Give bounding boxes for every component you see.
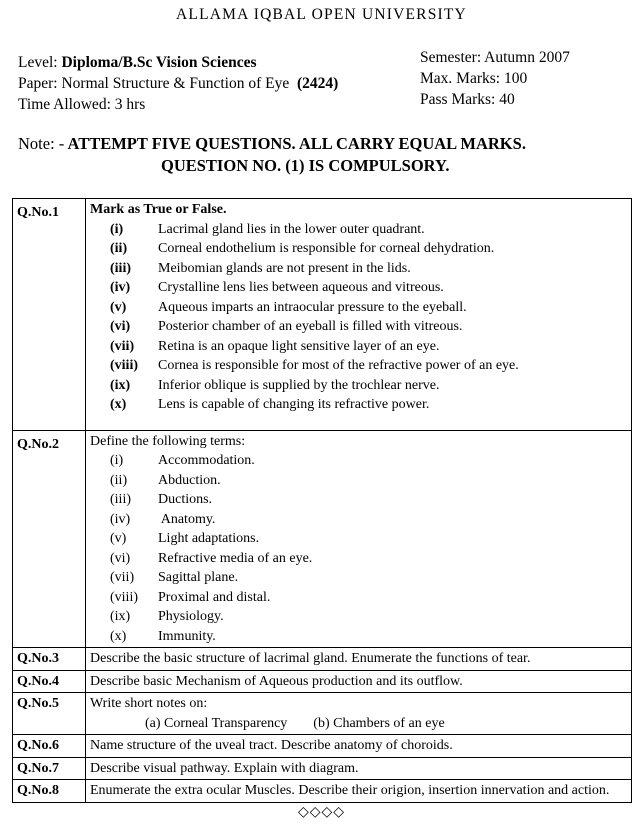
list-item: (ix) Inferior oblique is supplied by the trochlear nerve. [110, 377, 440, 393]
list-item: (ii) Abduction. [110, 472, 221, 488]
list-item: (vii) Retina is an opaque light sensitive layer of an eye. [110, 338, 440, 354]
list-item: (v) Light adaptations. [110, 531, 260, 546]
question-row-7 [13, 757, 632, 780]
list-item: (iii) Ductions. [110, 492, 213, 507]
paper-code: (2424) [296, 75, 339, 92]
question-number: Q.No.7 [13, 757, 86, 780]
instructions-note [18, 133, 526, 177]
question-text: Enumerate the extra ocular Muscles. Describe their origion, insertion innervation and action. [86, 780, 632, 803]
exam-header-left [18, 52, 338, 115]
question-row-6 [13, 735, 632, 758]
question-number: Q.No.6 [13, 735, 86, 758]
question-number: Q.No.8 [13, 780, 86, 803]
level-line [18, 52, 338, 73]
list-item: (x) Immunity. [110, 628, 216, 644]
end-marker: ◇◇◇◇ [297, 805, 346, 820]
question-row-1 [13, 199, 632, 431]
list-item: (i) Accommodation. [110, 453, 255, 468]
note-line-1: ATTEMPT FIVE QUESTIONS. ALL CARRY EQUAL MARKS. [67, 134, 526, 153]
question-title: Mark as True or False. [90, 202, 227, 217]
list-item: (iv) Anatomy. [110, 511, 216, 527]
paper-label: Paper: [18, 75, 58, 92]
list-item: (vi) Refractive media of an eye. [110, 550, 313, 566]
pass-marks: Pass Marks: 40 [420, 91, 515, 108]
paper-value: Normal Structure & Function of Eye [61, 75, 290, 92]
question-text: Describe basic Mechanism of Aqueous production and its outflow. [86, 670, 632, 693]
note-label: Note: - [18, 134, 65, 153]
max-marks: Max. Marks: 100 [420, 70, 528, 87]
question-number: Q.No.3 [13, 648, 86, 671]
question-row-2 [13, 430, 632, 648]
question-row-8 [13, 780, 632, 803]
list-item: (i) Lacrimal gland lies in the lower outer quadrant. [110, 221, 425, 237]
list-item: (vii) Sagittal plane. [110, 570, 239, 585]
level-value: Diploma/B.Sc Vision Sciences [61, 54, 257, 71]
questions-table [12, 198, 632, 803]
question-row-3 [13, 648, 632, 671]
question-row-5 [13, 693, 632, 735]
question-number: Q.No.4 [13, 670, 86, 693]
short-notes-options [90, 714, 627, 734]
list-item: (iv) Crystalline lens lies between aqueous and vitreous. [110, 280, 444, 295]
question-row-4 [13, 670, 632, 693]
question-body [86, 199, 632, 431]
question-body [86, 693, 632, 735]
semester: Semester: Autumn 2007 [420, 49, 570, 66]
question-body [86, 430, 632, 648]
question-number: Q.No.1 [13, 199, 86, 431]
list-item: (ii) Corneal endothelium is responsible for corneal dehydration. [110, 241, 495, 256]
question-number: Q.No.5 [13, 693, 86, 735]
question-text: Name structure of the uveal tract. Describe anatomy of choroids. [86, 735, 632, 758]
list-item: (viii) Cornea is responsible for most of the refractive power of an eye. [110, 358, 519, 373]
question-title: Define the following terms: [90, 433, 246, 449]
question-text: Write short notes on: [90, 696, 208, 711]
question-text: Describe the basic structure of lacrimal gland. Enumerate the functions of tear. [86, 648, 632, 671]
list-item: (vi) Posterior chamber of an eyeball is filled with vitreous. [110, 319, 463, 334]
list-item: (v) Aqueous imparts an intraocular pressure to the eyeball. [110, 299, 467, 315]
note-line-2: QUESTION NO. (1) IS COMPULSORY. [161, 156, 450, 175]
question-number: Q.No.2 [13, 430, 86, 648]
list-item: (x) Lens is capable of changing its refractive power. [110, 397, 430, 412]
question-text: Describe visual pathway. Explain with diagram. [86, 757, 632, 780]
option-a: (a) Corneal Transparency [145, 715, 288, 731]
university-title: ALLAMA IQBAL OPEN UNIVERSITY [176, 6, 467, 23]
list-item: (ix) Physiology. [110, 609, 224, 624]
list-item: (iii) Meibomian glands are not present in the lids. [110, 260, 411, 276]
list-item: (viii) Proximal and distal. [110, 589, 271, 605]
level-label: Level: [18, 54, 58, 71]
paper-line [18, 73, 338, 94]
time-allowed: Time Allowed: 3 hrs [18, 96, 146, 113]
option-b: (b) Chambers of an eye [313, 715, 445, 731]
exam-header-right [420, 47, 570, 110]
